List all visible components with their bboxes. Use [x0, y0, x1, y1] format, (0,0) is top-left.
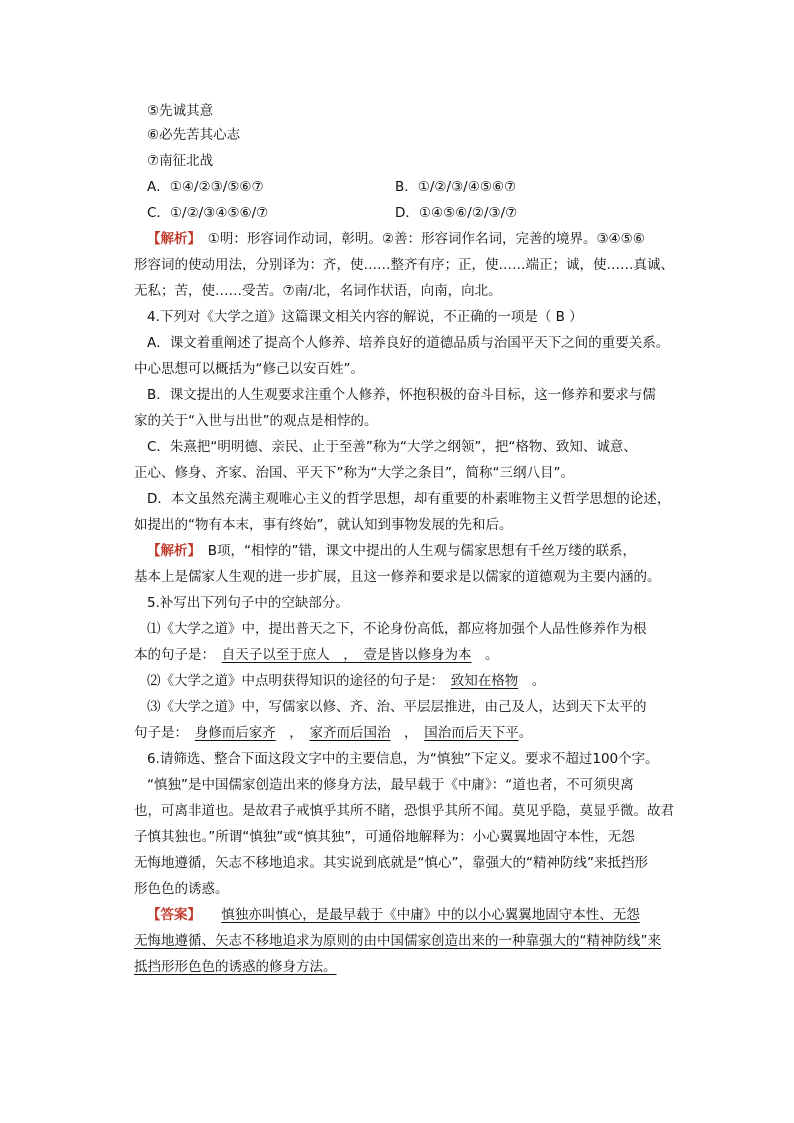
- q5-s1-line-2: [134, 646, 499, 664]
- answer-tag: 【答案】: [147, 907, 195, 923]
- end-mark: 。: [485, 647, 499, 663]
- option-c: C．①/②/③④⑤⑥/⑦: [147, 205, 269, 221]
- q6-answer-line-2: 无悔地遵循、矢志不移地追求为原则的由中国儒家创造出来的一种靠强大的“精神防线”来: [134, 933, 661, 949]
- q4-option-a-line-2: 中心思想可以概括为“修己以安百姓”。: [134, 361, 364, 377]
- q4-analysis-line-1: [147, 542, 636, 560]
- q3-analysis-line-2: 形容词的使动用法，分别译为：齐，使……整齐有序；正，使……端正；诚，使……真诚、: [134, 257, 674, 273]
- q5-s1-prompt: 本的句子是：: [134, 647, 209, 663]
- analysis-tag: 【解析】: [147, 231, 195, 247]
- end-mark: 。: [518, 725, 533, 741]
- item-5: ⑤先诚其意: [147, 103, 214, 119]
- q4-option-b-line-2: 家的关于“入世与出世”的观点是相悖的。: [134, 413, 378, 429]
- q5-s1-line-1: ⑴《大学之道》中，提出普天之下，不论身份高低，都应将加强个人品性修养作为根: [147, 621, 647, 637]
- comma: ，: [404, 725, 411, 741]
- q4-option-c-line-1: C．朱熹把“明明德、亲民、止于至善”称为“大学之纲领”，把“格物、致知、诚意、: [147, 439, 637, 455]
- q5-s2-prompt: ⑵《大学之道》中点明获得知识的途径的句子是：: [147, 673, 438, 689]
- q5-s1-answer: 自天子以至于庶人 ， 壹是皆以修身为本: [221, 647, 472, 663]
- q5-s3-line-2: [134, 724, 532, 742]
- q6-answer-text-1: 慎独亦叫慎心，是最早载于《中庸》中的以小心翼翼地固守本性、无怨: [221, 907, 640, 923]
- analysis-tag: 【解析】: [147, 543, 195, 559]
- q4-analysis-text-1: B项，“相悖的”错，课文中提出的人生观与儒家思想有千丝万缕的联系，: [207, 543, 636, 559]
- q5-stem: 5.补写出下列句子中的空缺部分。: [147, 595, 349, 611]
- end-mark: 。: [531, 673, 546, 689]
- q5-s2-line: [147, 672, 545, 690]
- q4-option-d-line-2: 如提出的“物有本末，事有终始”，就认知到事物发展的先和后。: [134, 517, 513, 533]
- q5-s3-prompt: 句子是：: [134, 725, 182, 741]
- q5-s3-answer-1: 身修而后家齐: [194, 725, 276, 741]
- q4-option-d-line-1: D．本文虽然充满主观唯心主义的哲学思想，却有重要的朴素唯物主义哲学思想的论述，: [147, 491, 671, 507]
- q4-analysis-line-2: 基本上是儒家人生观的进一步扩展，且这一修养和要求是以儒家的道德观为主要内涵的。: [134, 569, 661, 585]
- q4-option-b-line-1: B．课文提出的人生观要求注重个人修养，怀抱积极的奋斗目标，这一修养和要求与儒: [147, 387, 656, 403]
- q3-analysis-line-1: [147, 230, 645, 248]
- comma: ，: [289, 725, 296, 741]
- option-b: B．①/②/③/④⑤⑥⑦: [395, 179, 517, 195]
- option-d: D．①④⑤⑥/②/③/⑦: [395, 205, 518, 221]
- q5-s3-answer-3: 国治而后天下平: [424, 725, 519, 741]
- item-6: ⑥必先苦其心志: [147, 127, 241, 143]
- q6-passage-line-3: 子慎其独也。”所谓“慎独”或“慎其独”，可通俗地解释为：小心翼翼地固守本性，无怨: [134, 829, 635, 845]
- q6-passage-line-5: 形色色的诱惑。: [134, 881, 229, 897]
- q6-passage-line-4: 无悔地遵循，矢志不移地追求。其实说到底就是“慎心”，靠强大的“精神防线”来抵挡形: [134, 855, 648, 871]
- option-a: A．①④/②③/⑤⑥⑦: [147, 179, 264, 195]
- q5-s3-answer-2: 家齐而后国治: [309, 725, 391, 741]
- q4-option-c-line-2: 正心、修身、齐家、治国、平天下”称为“大学之条目”，简称“三纲八目”。: [134, 465, 574, 481]
- q3-analysis-text-1: ①明：形容词作动词，彰明。②善：形容词作名词，完善的境界。③④⑤⑥: [207, 231, 645, 247]
- q6-stem: 6.请筛选、整合下面这段文字中的主要信息，为“慎独”下定义。要求不超过100个字。: [147, 751, 659, 767]
- q5-s3-line-1: ⑶《大学之道》中，写儒家以修、齐、治、平层层推进，由己及人，达到天下太平的: [147, 699, 647, 715]
- item-7: ⑦南征北战: [147, 153, 214, 169]
- q3-analysis-line-3: 无私；苦，使……受苦。⑦南/北，名词作状语，向南，向北。: [134, 283, 502, 299]
- q6-passage-line-2: 也，可离非道也。是故君子戒慎乎其所不睹，恐惧乎其所不闻。莫见乎隐，莫显乎微。故君: [134, 803, 674, 819]
- q4-option-a-line-1: A．课文着重阐述了提高个人修养、培养良好的道德品质与治国平天下之间的重要关系。: [147, 335, 670, 351]
- q6-answer-line-1: [147, 906, 640, 924]
- q5-s2-answer: 致知在格物: [450, 673, 519, 689]
- q6-answer-line-3: 抵挡形形色色的诱惑的修身方法。: [134, 959, 337, 975]
- q6-passage-line-1: “慎独”是中国儒家创造出来的修身方法，最早载于《中庸》：“道也者，不可须臾离: [147, 777, 634, 793]
- q4-stem: 4.下列对《大学之道》这篇课文相关内容的解说，不正确的一项是（ B ）: [147, 309, 583, 325]
